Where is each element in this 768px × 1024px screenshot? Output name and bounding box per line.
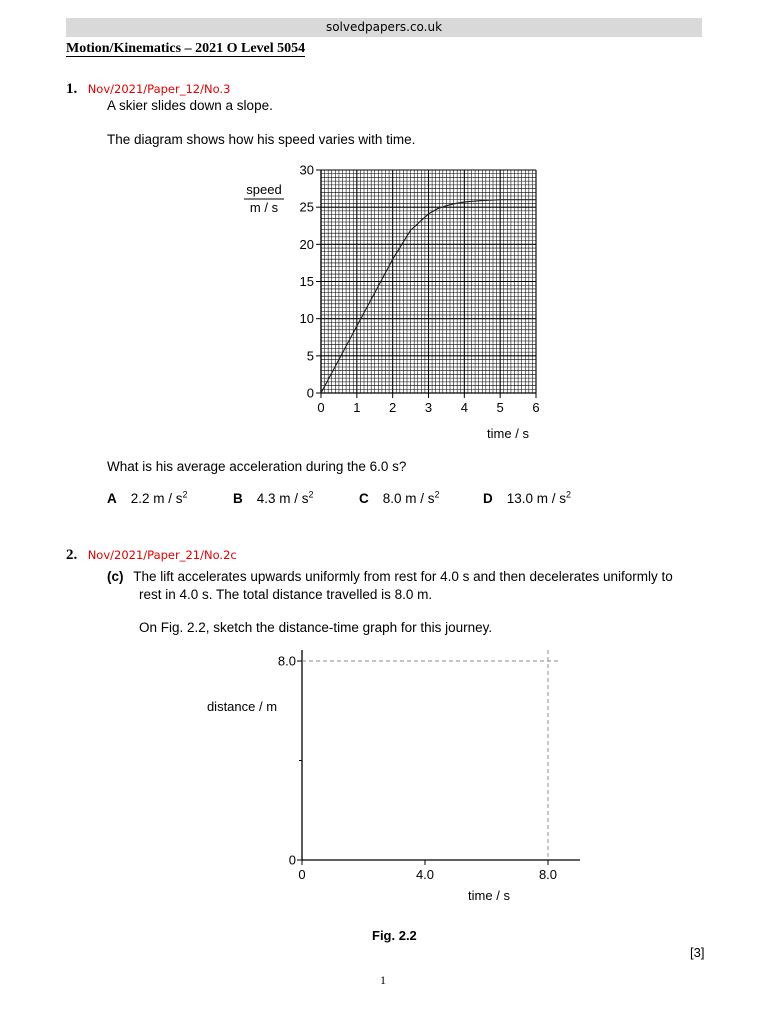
question-1-line-1: A skier slides down a slope. — [107, 98, 273, 113]
chart-1-x-tick-label: 4 — [460, 400, 468, 415]
option-c[interactable] — [359, 489, 440, 508]
option-a[interactable] — [107, 489, 188, 508]
question-2-header — [66, 546, 237, 564]
chart-1-y-tick-label: 25 — [299, 199, 314, 215]
option-a-value: 2.2 m / s — [130, 490, 183, 506]
chart-2-y-tick-label: 0 — [288, 852, 296, 868]
question-2-line-1-text: The lift accelerates upwards uniformly from rest for 4.0 s and then decelerates uniformly to — [133, 569, 673, 584]
question-2-instruction: On Fig. 2.2, sketch the distance-time graph for this journey. — [139, 620, 493, 635]
question-2-part: (c) — [107, 569, 124, 584]
chart-1-y-tick-label: 0 — [306, 385, 314, 401]
chart-2-xlabel: time / s — [468, 888, 510, 903]
question-1-line-2: The diagram shows how his speed varies with time. — [107, 132, 416, 147]
chart-1-x-tick-label: 0 — [317, 400, 325, 415]
question-2-line-1 — [107, 569, 673, 584]
option-c-letter: C — [359, 490, 369, 506]
chart-2-x-tick-label: 0 — [298, 867, 306, 882]
chart-1-x-tick-label: 5 — [496, 400, 504, 415]
chart-1-y-tick-label: 30 — [299, 162, 314, 178]
option-b-letter: B — [233, 490, 243, 506]
chart-1-xlabel: time / s — [487, 426, 529, 441]
chart-2-y-tick-label: 8.0 — [277, 653, 296, 669]
option-b-power: 2 — [308, 489, 314, 499]
question-2-number: 2. — [66, 547, 78, 563]
figure-caption: Fig. 2.2 — [372, 928, 417, 943]
marks-label: [3] — [690, 945, 705, 960]
option-d-letter: D — [483, 490, 493, 506]
page-title: Motion/Kinematics – 2021 O Level 5054 — [66, 41, 306, 56]
chart-1-y-tick-label: 20 — [299, 236, 314, 252]
chart-1-x-tick-label: 6 — [532, 400, 540, 415]
chart-1-grid — [321, 170, 536, 393]
chart-1-x-tick-label: 3 — [424, 400, 433, 415]
question-1-reference: Nov/2021/Paper_12/No.3 — [87, 82, 231, 96]
chart-2-ylabel: distance / m — [206, 699, 278, 714]
chart-1-x-tick-label: 2 — [389, 400, 397, 415]
distance-time-chart — [207, 650, 580, 903]
question-2-line-2: rest in 4.0 s. The total distance travelled is 8.0 m. — [139, 587, 433, 602]
option-d[interactable] — [483, 489, 571, 508]
option-b-value: 4.3 m / s — [256, 490, 309, 506]
chart-1-y-tick-label: 15 — [299, 274, 314, 289]
question-1-prompt: What is his average acceleration during the 6.0 s? — [107, 459, 407, 474]
option-b[interactable] — [233, 489, 314, 508]
chart-2-ticks — [278, 654, 557, 883]
question-1-number: 1. — [66, 81, 78, 97]
option-a-letter: A — [107, 490, 117, 506]
question-2-reference: Nov/2021/Paper_21/No.2c — [87, 548, 237, 562]
chart-1-ylabel-bottom: m / s — [249, 200, 279, 215]
chart-1-ylabel-top: speed — [246, 182, 282, 197]
chart-2-x-tick-label: 8.0 — [538, 867, 558, 882]
option-d-power: 2 — [566, 489, 572, 499]
chart-2-x-tick-label: 4.0 — [415, 867, 435, 882]
chart-1-y-tick-label: 10 — [299, 311, 314, 327]
chart-1-x-tick-label: 1 — [353, 400, 361, 415]
option-c-power: 2 — [434, 489, 440, 499]
site-banner: solvedpapers.co.uk — [66, 18, 702, 37]
option-d-value: 13.0 m / s — [506, 490, 567, 506]
option-a-power: 2 — [182, 489, 188, 499]
chart-1-y-tick-label: 5 — [306, 348, 314, 364]
page-number: 1 — [380, 973, 386, 987]
chart-2-axes — [302, 650, 580, 860]
speed-time-chart — [244, 163, 540, 442]
option-c-value: 8.0 m / s — [382, 490, 435, 506]
